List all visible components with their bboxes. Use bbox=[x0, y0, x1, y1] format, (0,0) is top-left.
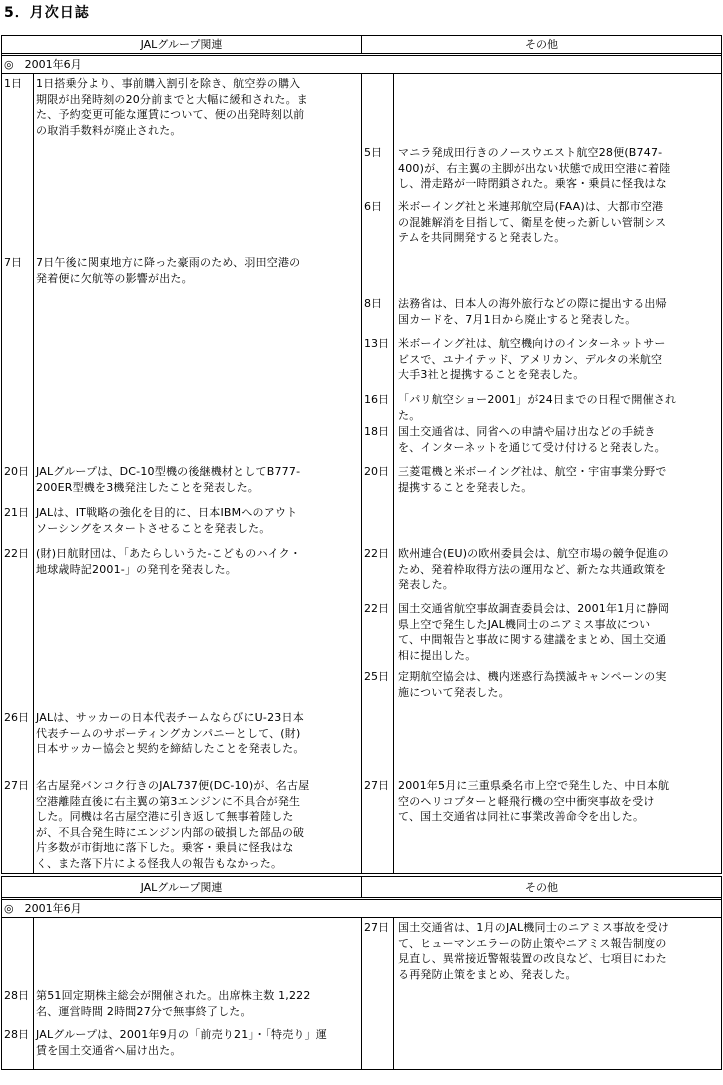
left-entry-day: 20日 bbox=[4, 465, 29, 478]
left-entry-day: 1日 bbox=[4, 77, 22, 90]
right-entry-day: 18日 bbox=[364, 425, 389, 438]
left-entry-text: JALは、IT戦略の強化を目的に、日本IBMへのアウト ソーシングをスタートさせることを発表した。 bbox=[36, 506, 298, 535]
table-border bbox=[721, 35, 722, 873]
table-border bbox=[1, 1069, 722, 1070]
right-entry-text: 2001年5月に三重県桑名市上空で発生した、中日本航 空のヘリコプターと軽飛行機の空中衝突事故を受け て、国土交通省は同社に事業改善命令を出した。 bbox=[398, 779, 670, 823]
left-entry-day: 26日 bbox=[4, 711, 29, 724]
table-border bbox=[1, 55, 722, 56]
right-entry-day: 5日 bbox=[364, 146, 382, 159]
right-entry-text: 米ボーイング社は、航空機向けのインターネットサー ビスで、ユナイテッド、アメリカン、デルタの米航空 大手3社と提携することを発表した。 bbox=[398, 337, 666, 381]
month-label: ◎ 2001年6月 bbox=[4, 902, 82, 915]
page-title: 5．月次日誌 bbox=[4, 5, 90, 21]
left-entry-text: JALグループは、DC-10型機の後継機材としてB777- 200ER型機を3機発注したことを発表した。 bbox=[36, 465, 301, 494]
right-entry-day: 8日 bbox=[364, 297, 382, 310]
right-entry-day: 20日 bbox=[364, 465, 389, 478]
right-entry-day: 22日 bbox=[364, 547, 389, 560]
table-border bbox=[1, 899, 722, 900]
left-entry-text: 名古屋発バンコク行きのJAL737便(DC-10)が、名古屋 空港離陸直後に右主翼の第3エンジンに不具合が発生 した。同機は名古屋空港に引き返して無事着陸した が、不具合発生時にエンジン内部の破損した部品の破 片多数が市街地に落下した。乗客・乗員に怪我はな く、また落下片による怪我人の報告もなかった。 bbox=[36, 779, 310, 870]
right-entry-text: 国土交通省航空事故調査委員会は、2001年1月に静岡 県上空で発生したJAL機同士のニアミス事故につい て、中間報告と事故に関する建議をまとめ、国土交通 相に提出した。 bbox=[398, 602, 670, 662]
month-label: ◎ 2001年6月 bbox=[4, 58, 82, 71]
right-entry-text: マニラ発成田行きのノースウエスト航空28便(B747- 400)が、右主翼の主脚が出ない状態で成田空港に着陸 し、滑走路が一時閉鎖された。乗客・乗員に怪我はな bbox=[398, 146, 671, 190]
right-entry-day: 25日 bbox=[364, 670, 389, 683]
column-header-other: その他 bbox=[525, 881, 558, 894]
left-entry-text: (財)日航財団は、「あたらしいうた-こどものハイク・ 地球歳時記2001-」の発刊を発表した。 bbox=[36, 547, 302, 576]
column-header-jal-group: JALグループ関連 bbox=[140, 881, 223, 894]
left-entry-text: JALグループは、2001年9月の「前売り21」・「特売り」運 賃を国土交通省へ届け出た。 bbox=[36, 1028, 328, 1057]
left-entry-text: 1日搭乗分より、事前購入割引を除き、航空券の購入 期限が出発時刻の20分前までと大幅に緩和された。ま た、予約変更可能な運賃について、便の出発時刻以前 の取消手数料が廃止された。 bbox=[36, 77, 308, 137]
right-entry-day: 27日 bbox=[364, 921, 389, 934]
column-header-other: その他 bbox=[525, 38, 558, 51]
column-header-jal-group: JALグループ関連 bbox=[140, 38, 223, 51]
table-border bbox=[1, 873, 722, 874]
left-entry-day: 7日 bbox=[4, 256, 22, 269]
left-entry-day: 21日 bbox=[4, 506, 29, 519]
day-column-divider bbox=[33, 74, 34, 873]
left-entry-day: 28日 bbox=[4, 1028, 29, 1041]
left-entry-text: 第51回定期株主総会が開催された。出席株主数 1,222 名、運営時間 2時間27分で無事終了した。 bbox=[36, 989, 311, 1018]
left-entry-day: 27日 bbox=[4, 779, 29, 792]
right-entry-day: 6日 bbox=[364, 200, 382, 213]
right-entry-text: 「パリ航空ショー2001」が24日までの日程で開催され た。 bbox=[398, 393, 677, 422]
left-entry-day: 28日 bbox=[4, 989, 29, 1002]
day-column-divider bbox=[393, 74, 394, 873]
right-entry-text: 米ボーイング社と米連邦航空局(FAA)は、大都市空港 の混雑解消を目指して、衛星を使った新しい管制シス テムを共同開発すると発表した。 bbox=[398, 200, 667, 244]
column-divider bbox=[361, 74, 362, 873]
right-entry-text: 定期航空協会は、機内迷惑行為撲滅キャンペーンの実 施について発表した。 bbox=[398, 670, 667, 699]
day-column-divider bbox=[33, 918, 34, 1069]
right-entry-day: 22日 bbox=[364, 602, 389, 615]
right-entry-text: 欧州連合(EU)の欧州委員会は、航空市場の競争促進の ため、発着枠取得方法の運用など、新たな共通政策を 発表した。 bbox=[398, 547, 669, 591]
left-entry-text: JALは、サッカーの日本代表チームならびにU-23日本 代表チームのサポーティングカンパニーとして、(財) 日本サッカー協会と契約を締結したことを発表した。 bbox=[36, 711, 305, 755]
column-divider bbox=[361, 918, 362, 1069]
day-column-divider bbox=[393, 918, 394, 1069]
left-entry-day: 22日 bbox=[4, 547, 29, 560]
right-entry-day: 27日 bbox=[364, 779, 389, 792]
right-entry-text: 三菱電機と米ボーイング社は、航空・宇宙事業分野で 提携することを発表した。 bbox=[398, 465, 667, 494]
right-entry-text: 国土交通省は、1月のJAL機同士のニアミス事故を受け て、ヒューマンエラーの防止策やニアミス報告制度の 見直し、異常接近警報装置の改良など、七項目にわた る再発防止策をまとめ、発表した。 bbox=[398, 921, 669, 981]
right-entry-day: 13日 bbox=[364, 337, 389, 350]
table-border bbox=[1, 876, 2, 1070]
left-entry-text: 7日午後に関東地方に降った豪雨のため、羽田空港の 発着便に欠航等の影響が出た。 bbox=[36, 256, 301, 285]
right-entry-day: 16日 bbox=[364, 393, 389, 406]
right-entry-text: 法務省は、日本人の海外旅行などの際に提出する出帰 国カードを、7月1日から廃止すると発表した。 bbox=[398, 297, 667, 326]
right-entry-text: 国土交通省は、同省への申請や届け出などの手続き を、インターネットを通じて受け付けると発表した。 bbox=[398, 425, 666, 454]
table-border bbox=[1, 35, 2, 873]
table-border bbox=[721, 876, 722, 1070]
